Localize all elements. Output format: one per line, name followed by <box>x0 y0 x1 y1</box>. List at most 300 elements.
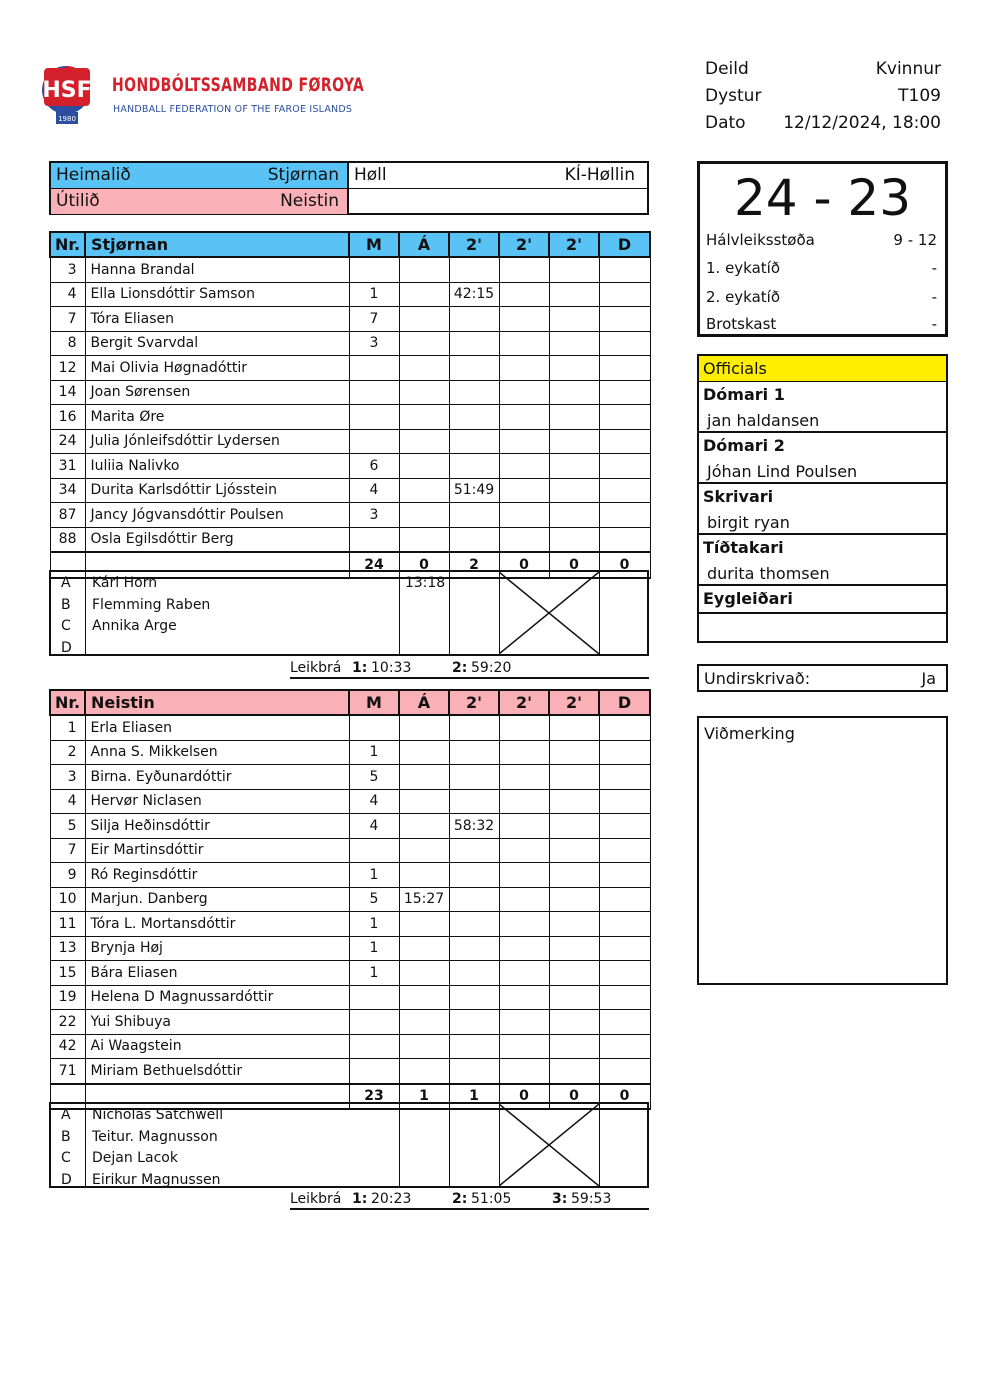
total-value: 0 <box>399 552 449 578</box>
player-name: Birna. Eyðunardóttir <box>85 765 349 790</box>
staff-letter: B <box>61 1128 71 1145</box>
player-stat-a <box>399 356 449 381</box>
player-stat-t3 <box>549 1034 599 1059</box>
player-stat-t1 <box>449 985 499 1010</box>
header-column: 2' <box>549 690 599 715</box>
player-stat-t3 <box>549 380 599 405</box>
player-stat-t2 <box>499 838 549 863</box>
away-staff-box <box>49 1102 649 1188</box>
hsf-emblem-icon <box>38 60 98 132</box>
player-row <box>50 1010 650 1035</box>
player-stat-d <box>599 1010 650 1035</box>
player-stat-m: 5 <box>349 887 399 912</box>
timeout-number: 2: <box>452 1191 468 1207</box>
federation-name: HONDBÓLTSSAMBAND FØROYA <box>112 74 365 96</box>
signed-value: Ja <box>921 669 936 688</box>
staff-letter: D <box>61 639 72 656</box>
timeout-number: 3: <box>552 1191 568 1207</box>
player-name: Osla Egilsdóttir Berg <box>85 527 349 552</box>
meta-label: Dystur <box>705 86 762 106</box>
player-stat-t3 <box>549 527 599 552</box>
player-number: 7 <box>50 307 85 332</box>
player-number: 31 <box>50 454 85 479</box>
player-number: 42 <box>50 1034 85 1059</box>
player-stat-a <box>399 863 449 888</box>
player-name: Eir Martinsdóttir <box>85 838 349 863</box>
player-row <box>50 838 650 863</box>
player-stat-t3 <box>549 307 599 332</box>
score-label: Hálvleiksstøða <box>706 231 815 249</box>
header-team-name: Neistin <box>85 690 349 715</box>
total-value: 1 <box>399 1084 449 1110</box>
player-stat-t1 <box>449 838 499 863</box>
player-number: 15 <box>50 961 85 986</box>
player-stat-t2 <box>499 380 549 405</box>
score-label: 1. eykatíð <box>706 259 781 277</box>
meta-division <box>705 56 941 83</box>
player-number: 87 <box>50 503 85 528</box>
header-column: D <box>599 690 650 715</box>
player-stat-t3 <box>549 838 599 863</box>
player-stat-a <box>399 331 449 356</box>
timeout-time: 10:33 <box>371 660 412 676</box>
player-row <box>50 814 650 839</box>
total-value: 0 <box>599 1084 650 1110</box>
player-stat-t2 <box>499 936 549 961</box>
player-number: 11 <box>50 912 85 937</box>
player-stat-m: 4 <box>349 478 399 503</box>
player-name: Hanna Brandal <box>85 257 349 282</box>
home-timeout-row <box>290 659 649 679</box>
score-value: 9 - 12 <box>893 231 937 249</box>
player-stat-t3 <box>549 1059 599 1084</box>
official-role: Dómari 2 <box>703 436 785 455</box>
staff-letter: C <box>61 618 71 634</box>
official-role: Skrivari <box>703 487 774 506</box>
total-value: 0 <box>599 552 650 578</box>
player-stat-t3 <box>549 478 599 503</box>
player-stat-t2 <box>499 307 549 332</box>
player-stat-d <box>599 985 650 1010</box>
player-stat-a <box>399 1034 449 1059</box>
official-name: jan haldansen <box>699 408 946 433</box>
official-role: Eygleiðari <box>699 586 946 614</box>
player-stat-d <box>599 740 650 765</box>
player-stat-m <box>349 527 399 552</box>
player-stat-d <box>599 765 650 790</box>
venue-label: Høll <box>354 165 387 185</box>
header-column: D <box>599 232 650 257</box>
player-name: Helena D Magnussardóttir <box>85 985 349 1010</box>
player-stat-m: 3 <box>349 503 399 528</box>
player-stat-t3 <box>549 454 599 479</box>
player-number: 3 <box>50 765 85 790</box>
player-row <box>50 307 650 332</box>
staff-name: Kári Horn <box>92 575 158 591</box>
home-staff-box <box>49 570 649 656</box>
player-stat-m <box>349 356 399 381</box>
player-stat-t3 <box>549 331 599 356</box>
player-stat-t3 <box>549 715 599 740</box>
player-stat-d <box>599 356 650 381</box>
player-name: Anna S. Mikkelsen <box>85 740 349 765</box>
player-stat-t2 <box>499 789 549 814</box>
player-name: Iuliia Nalivko <box>85 454 349 479</box>
away-team-name: Neistin <box>280 191 339 211</box>
player-row <box>50 405 650 430</box>
player-row <box>50 503 650 528</box>
meta-value: Kvinnur <box>875 59 941 79</box>
player-stat-d <box>599 789 650 814</box>
player-stat-t2 <box>499 740 549 765</box>
player-stat-t1 <box>449 527 499 552</box>
player-row <box>50 863 650 888</box>
total-value: 1 <box>449 1084 499 1110</box>
away-timeout-row <box>290 1190 649 1210</box>
player-row <box>50 331 650 356</box>
player-number: 16 <box>50 405 85 430</box>
header-column: M <box>349 232 399 257</box>
player-number: 2 <box>50 740 85 765</box>
staff-column-divider <box>599 1104 600 1186</box>
player-stat-d <box>599 715 650 740</box>
player-stat-m: 1 <box>349 936 399 961</box>
player-stat-t1 <box>449 1010 499 1035</box>
player-row <box>50 429 650 454</box>
player-stat-m <box>349 429 399 454</box>
player-stat-t1 <box>449 1034 499 1059</box>
away-label: Útilið <box>56 191 100 211</box>
total-value: 0 <box>549 1084 599 1110</box>
official-name: Jóhan Lind Poulsen <box>699 459 946 484</box>
player-stat-t1 <box>449 912 499 937</box>
staff-letter: D <box>61 1171 72 1188</box>
player-stat-a <box>399 503 449 528</box>
player-stat-t1 <box>449 887 499 912</box>
player-stat-m: 4 <box>349 789 399 814</box>
score-row <box>706 258 937 278</box>
player-stat-t3 <box>549 789 599 814</box>
away-roster-table <box>49 689 651 1110</box>
timeout-time: 51:05 <box>471 1191 512 1207</box>
player-stat-t2 <box>499 478 549 503</box>
player-name: Marita Øre <box>85 405 349 430</box>
player-row <box>50 961 650 986</box>
player-stat-t1 <box>449 503 499 528</box>
player-row <box>50 936 650 961</box>
player-stat-a <box>399 380 449 405</box>
player-stat-t2 <box>499 863 549 888</box>
player-row <box>50 527 650 552</box>
timeout-time: 59:53 <box>571 1191 612 1207</box>
player-stat-d <box>599 936 650 961</box>
logo-year: 1980 <box>58 115 76 123</box>
player-stat-t3 <box>549 985 599 1010</box>
player-name: Silja Heðinsdóttir <box>85 814 349 839</box>
player-stat-a <box>399 715 449 740</box>
player-stat-t2 <box>499 765 549 790</box>
meta-value: T109 <box>898 86 941 106</box>
official-role: Tíðtakari <box>703 538 784 557</box>
player-name: Brynja Høj <box>85 936 349 961</box>
header-column: 2' <box>449 232 499 257</box>
score-row <box>706 287 937 307</box>
home-roster-table <box>49 231 651 579</box>
player-row <box>50 454 650 479</box>
player-stat-t2 <box>499 715 549 740</box>
player-stat-m <box>349 405 399 430</box>
staff-name: Eirikur Magnussen <box>92 1171 221 1188</box>
player-stat-t3 <box>549 429 599 454</box>
venue-cell <box>349 163 647 188</box>
timeout-number: 1: <box>352 660 368 676</box>
player-stat-d <box>599 282 650 307</box>
player-stat-t1 <box>449 765 499 790</box>
player-number: 7 <box>50 838 85 863</box>
header-column: Á <box>399 690 449 715</box>
player-stat-t2 <box>499 985 549 1010</box>
player-stat-a <box>399 961 449 986</box>
player-stat-d <box>599 814 650 839</box>
player-stat-m: 1 <box>349 961 399 986</box>
player-stat-d <box>599 454 650 479</box>
signed-label: Undirskrivað: <box>704 669 811 688</box>
player-stat-a <box>399 307 449 332</box>
player-stat-t3 <box>549 936 599 961</box>
player-stat-d <box>599 887 650 912</box>
total-value: 2 <box>449 552 499 578</box>
player-stat-a <box>399 282 449 307</box>
player-stat-t2 <box>499 1059 549 1084</box>
player-name: Yui Shibuya <box>85 1010 349 1035</box>
player-stat-t1 <box>449 257 499 282</box>
player-stat-t2 <box>499 887 549 912</box>
player-number: 14 <box>50 380 85 405</box>
player-stat-m: 6 <box>349 454 399 479</box>
player-stat-d <box>599 405 650 430</box>
player-stat-a <box>399 985 449 1010</box>
player-row <box>50 887 650 912</box>
player-stat-a <box>399 527 449 552</box>
player-number: 22 <box>50 1010 85 1035</box>
staff-warning-time: 13:18 <box>404 575 446 591</box>
player-stat-m <box>349 715 399 740</box>
home-team-name: Stjørnan <box>267 165 339 185</box>
total-value: 23 <box>349 1084 399 1110</box>
player-stat-d <box>599 257 650 282</box>
player-stat-m <box>349 985 399 1010</box>
player-name: Durita Karlsdóttir Ljósstein <box>85 478 349 503</box>
meta-value: 12/12/2024, 18:00 <box>783 113 941 133</box>
player-number: 8 <box>50 331 85 356</box>
player-stat-t2 <box>499 405 549 430</box>
score-row <box>706 314 937 334</box>
player-stat-m <box>349 1059 399 1084</box>
player-stat-t2 <box>499 282 549 307</box>
player-stat-a <box>399 1059 449 1084</box>
player-stat-t1 <box>449 307 499 332</box>
player-stat-a <box>399 740 449 765</box>
score-value: - <box>931 315 937 333</box>
player-stat-t1 <box>449 863 499 888</box>
player-row <box>50 380 650 405</box>
player-stat-t1: 42:15 <box>449 282 499 307</box>
player-row <box>50 789 650 814</box>
player-stat-a <box>399 789 449 814</box>
remarks-box <box>697 716 948 985</box>
player-stat-a <box>399 814 449 839</box>
player-row <box>50 478 650 503</box>
federation-subtitle: HANDBALL FEDERATION OF THE FAROE ISLANDS <box>113 104 353 115</box>
player-name: Marjun. Danberg <box>85 887 349 912</box>
staff-name: Annika Arge <box>92 618 177 634</box>
player-number: 9 <box>50 863 85 888</box>
official-name <box>699 614 946 639</box>
player-stat-t1: 51:49 <box>449 478 499 503</box>
player-stat-d <box>599 503 650 528</box>
staff-letter: A <box>61 1107 71 1123</box>
player-stat-t2 <box>499 527 549 552</box>
player-stat-d <box>599 429 650 454</box>
final-score: 24 - 23 <box>733 169 912 227</box>
timeout-number: 1: <box>352 1191 368 1207</box>
total-value: 0 <box>549 552 599 578</box>
player-stat-a <box>399 429 449 454</box>
timeout-number: 2: <box>452 660 468 676</box>
header-team-name: Stjørnan <box>85 232 349 257</box>
player-row <box>50 282 650 307</box>
staff-letter: C <box>61 1150 71 1166</box>
player-stat-t3 <box>549 405 599 430</box>
header-number: Nr. <box>50 232 85 257</box>
timeout-label: Leikbrá <box>290 660 342 676</box>
player-name: Miriam Bethuelsdóttir <box>85 1059 349 1084</box>
player-stat-d <box>599 527 650 552</box>
player-name: Julia Jónleifsdóttir Lydersen <box>85 429 349 454</box>
meta-date <box>705 110 941 137</box>
player-number: 34 <box>50 478 85 503</box>
player-stat-d <box>599 961 650 986</box>
player-stat-t3 <box>549 961 599 986</box>
player-stat-t1 <box>449 454 499 479</box>
timeout-label: Leikbrá <box>290 1191 342 1207</box>
player-stat-a <box>399 765 449 790</box>
player-stat-d <box>599 331 650 356</box>
player-stat-a <box>399 405 449 430</box>
player-number: 4 <box>50 789 85 814</box>
score-label: Brotskast <box>706 315 777 333</box>
player-row <box>50 257 650 282</box>
player-stat-t2 <box>499 961 549 986</box>
player-stat-d <box>599 838 650 863</box>
total-value: 24 <box>349 552 399 578</box>
header-column: 2' <box>549 232 599 257</box>
header-number: Nr. <box>50 690 85 715</box>
timeout-time: 59:20 <box>471 660 512 676</box>
player-row <box>50 985 650 1010</box>
header-column: Á <box>399 232 449 257</box>
player-stat-a <box>399 1010 449 1035</box>
away-team-cell <box>51 189 349 214</box>
player-stat-m: 7 <box>349 307 399 332</box>
player-stat-t3 <box>549 887 599 912</box>
player-name: Ró Reginsdóttir <box>85 863 349 888</box>
player-row <box>50 1059 650 1084</box>
player-stat-d <box>599 912 650 937</box>
player-stat-t1 <box>449 789 499 814</box>
crossed-out-icon <box>499 572 599 654</box>
player-name: Hervør Niclasen <box>85 789 349 814</box>
signed-row <box>697 664 948 692</box>
meta-match-id <box>705 83 941 110</box>
away-team-row <box>51 189 647 214</box>
player-stat-t2 <box>499 356 549 381</box>
teams-header <box>49 161 649 215</box>
player-stat-t3 <box>549 503 599 528</box>
staff-warning-time <box>400 1105 450 1126</box>
player-name: Bergit Svarvdal <box>85 331 349 356</box>
player-stat-a <box>399 454 449 479</box>
player-stat-t3 <box>549 863 599 888</box>
player-name: Ella Lionsdóttir Samson <box>85 282 349 307</box>
player-name: Erla Eliasen <box>85 715 349 740</box>
player-stat-m: 1 <box>349 863 399 888</box>
player-stat-t2 <box>499 429 549 454</box>
roster-header-row <box>50 232 650 257</box>
player-stat-t2 <box>499 1010 549 1035</box>
officials-box <box>697 354 948 643</box>
staff-column-divider <box>85 572 86 654</box>
player-stat-t1 <box>449 740 499 765</box>
total-value: 0 <box>499 1084 549 1110</box>
player-name: Ai Waagstein <box>85 1034 349 1059</box>
remarks-label: Viðmerking <box>704 724 795 743</box>
player-stat-t2 <box>499 814 549 839</box>
staff-letter: B <box>61 596 71 613</box>
home-team-cell <box>51 163 349 188</box>
meta-label: Dato <box>705 113 746 133</box>
federation-logo <box>38 60 365 132</box>
player-stat-t1 <box>449 429 499 454</box>
player-stat-t1 <box>449 936 499 961</box>
player-row <box>50 1034 650 1059</box>
player-name: Tóra Eliasen <box>85 307 349 332</box>
player-stat-t2 <box>499 1034 549 1059</box>
player-number: 24 <box>50 429 85 454</box>
staff-name: Flemming Raben <box>92 596 211 613</box>
header-column: M <box>349 690 399 715</box>
player-number: 10 <box>50 887 85 912</box>
staff-name: Dejan Lacok <box>92 1150 178 1166</box>
player-stat-t3 <box>549 257 599 282</box>
timeout-time: 20:23 <box>371 1191 412 1207</box>
player-stat-t1: 58:32 <box>449 814 499 839</box>
player-stat-t2 <box>499 257 549 282</box>
player-stat-m: 4 <box>349 814 399 839</box>
player-stat-t1 <box>449 961 499 986</box>
svg-text:HSF: HSF <box>42 78 92 103</box>
player-stat-m <box>349 1010 399 1035</box>
staff-name: Nicholas Satchwell <box>92 1107 224 1123</box>
player-stat-m: 1 <box>349 912 399 937</box>
officials-header: Officials <box>699 356 946 382</box>
player-name: Bára Eliasen <box>85 961 349 986</box>
staff-column-divider <box>599 572 600 654</box>
player-stat-d <box>599 380 650 405</box>
player-stat-a: 15:27 <box>399 887 449 912</box>
player-stat-t1 <box>449 715 499 740</box>
player-stat-d <box>599 478 650 503</box>
